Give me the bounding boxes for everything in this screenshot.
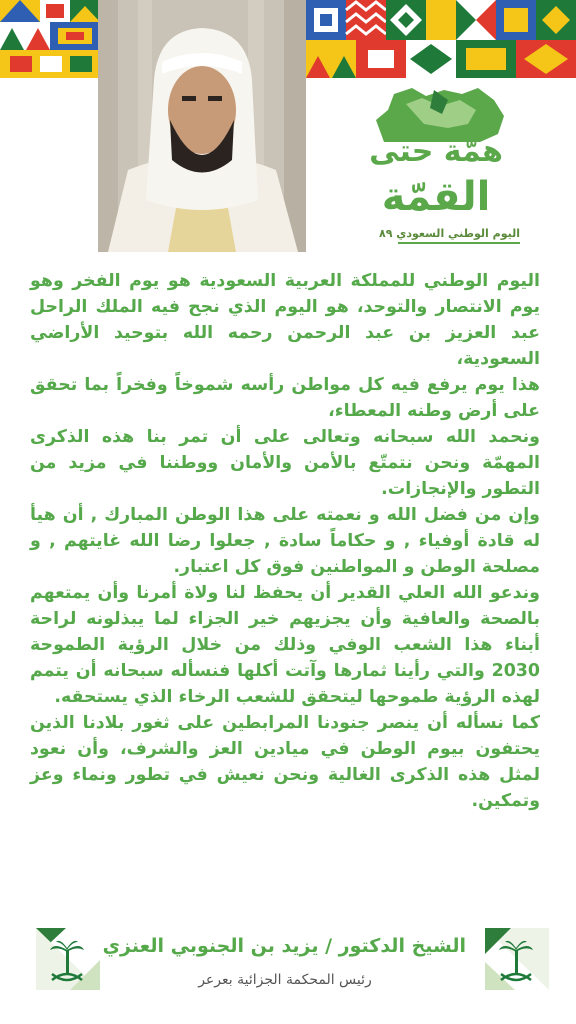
article-paragraph: اليوم الوطني للمملكة العربية السعودية هو يوم الفخر وهو يوم الانتصار والتوحد، هو اليوم الذي نجح فيه الملك الراحل عبد العزيز بن عبد الرحمن رحمه الله بتوحيد الأراضي السعودية، (30, 271, 540, 369)
saudi-emblem-palm-swords-icon (485, 928, 549, 990)
article-paragraph: كما نسأله أن ينصر جنودنا المرابطين على ثغور بلادنا الذين يحتفون بيوم الوطن في ميادين العز والشرف، وأن نعود لمثل هذه الذكرى الغالية ونحن نعيش في تطور ونماء وعز وتمكين. (30, 713, 540, 811)
article-paragraph: هذا يوم يرفع فيه كل مواطن رأسه شموخاً وفخراً بما تحقق على أرض وطنه المعطاء، (30, 375, 540, 421)
pattern-banner-right (306, 0, 576, 78)
footer-corner-left (36, 928, 100, 990)
author-title: رئيس المحكمة الجزائية بعرعر (198, 972, 372, 988)
author-name: الشيخ الدكتور / يزيد بن الجنوبي العنزي (102, 935, 466, 957)
article-paragraph: ونحمد الله سبحانه وتعالى على أن تمر بنا هذه الذكرى المهمّة ونحن نتمتّع بالأمن والأمان ووطننا في مزيد من التطور والإنجازات. (30, 427, 540, 499)
campaign-logo (352, 84, 520, 256)
saudi-emblem-palm-swords-icon (36, 928, 100, 990)
pattern-banner-left (0, 0, 100, 78)
logo-subtitle: اليوم الوطني السعودي ٨٩ (379, 227, 520, 240)
article-body (30, 268, 540, 814)
article-paragraph: وإن من فضل الله و نعمته على هذا الوطن المبارك , أن هيأ له قادة أوفياء , و حكاماً سادة , جعلوا رضا الله غايتهم , و مصلحة الوطن و المواطنين فوق كل اعتبار. (30, 505, 540, 577)
logo-slogan-line1: همّة حتى (369, 134, 503, 169)
portrait-photo (98, 0, 306, 252)
footer-corner-right (485, 928, 549, 990)
article-paragraph: وندعو الله العلي القدير أن يحفظ لنا ولاة أمرنا وأن يمتعهم بالصحة والعافية وأن يجزيهم خير الجزاء لما يبذلونه لراحة أبناء هذا الشعب الوفي وذلك من خلال الرؤية الطموحة 2030 والتي رأينا ثمارها وآتت أكلها فنسأله سبحانه أن يتمم لهذه الرؤية طموحها ليتحقق للشعب الرخاء الذي يستحقه. (30, 583, 540, 707)
logo-underline (398, 242, 520, 244)
logo-slogan-line2: القمّة (381, 174, 491, 220)
